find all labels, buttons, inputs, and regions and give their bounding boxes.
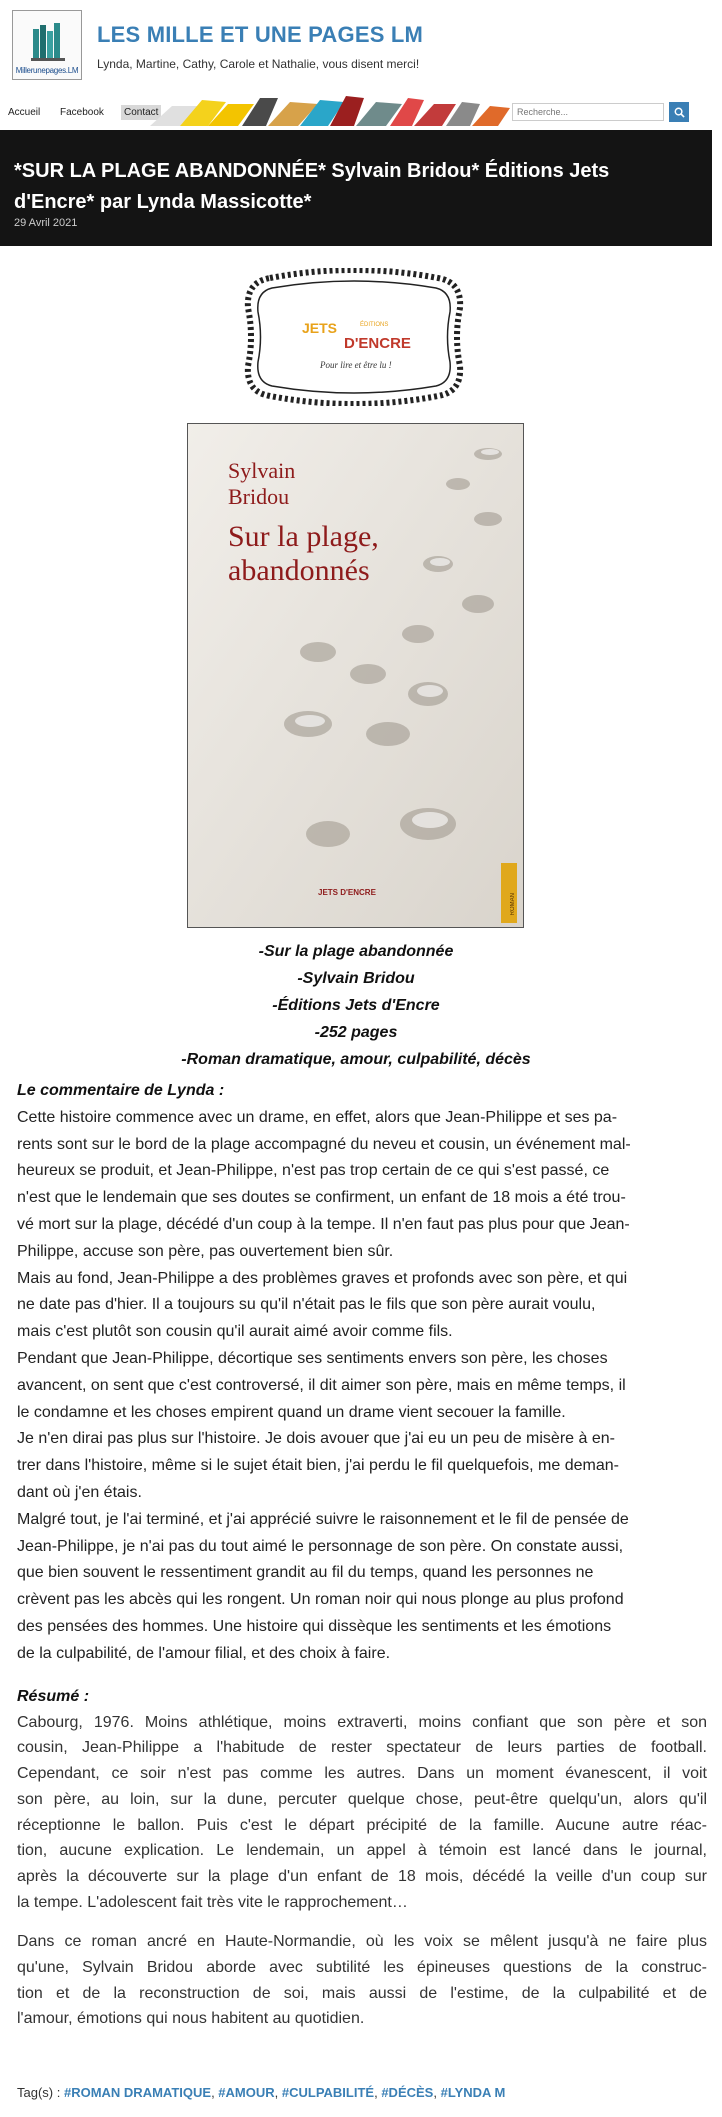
tag-link-deces[interactable]: #DÉCÈS xyxy=(381,2085,434,2100)
book-info xyxy=(0,938,712,1073)
site-header xyxy=(0,0,712,98)
site-title[interactable]: LES MILLE ET UNE PAGES LM xyxy=(97,22,424,47)
post-title-line1: *SUR LA PLAGE ABANDONNÉE* Sylvain Bridou* Éditions Jets xyxy=(14,160,610,182)
logo-slogan: Pour lire et être lu ! xyxy=(320,360,392,370)
search-input[interactable] xyxy=(512,103,664,121)
nav-item-accueil[interactable]: Accueil xyxy=(8,107,41,118)
summary-line: qu'une, Sylvain Bridou aborde avec subtilité les épineuses questions de la construc- xyxy=(17,1959,707,1977)
commentary-line: des pensées des hommes. Une histoire qui dissèque les sentiments et les émotions xyxy=(17,1617,612,1635)
tags-label: Tag(s) : xyxy=(17,2085,61,2100)
summary-line: réceptionne le ballon. Puis c'est le départ précipité de la famille. Aucune autre réac- xyxy=(17,1816,707,1834)
site-tagline: Lynda, Martine, Cathy, Carole et Nathalie, vous disent merci! xyxy=(97,57,420,71)
commentary-line: mais c'est plutôt son cousin qu'il aurait aimé avoir comme fils. xyxy=(17,1323,453,1341)
logo-caption: Millerunepages.LM xyxy=(15,66,79,75)
cover-title-line2: abandonnés xyxy=(228,554,370,587)
summary-line: tion, aucune explication. Le lendemain, un appel à témoin est lancé dans le journal, xyxy=(17,1842,707,1860)
book-info-author: -Sylvain Bridou xyxy=(297,970,415,987)
cover-author-line1: Sylvain xyxy=(228,458,296,483)
commentary-line: le condamne et les choses empirent quand un drame vient secouer la famille. xyxy=(17,1403,566,1421)
cover-publisher-mark: JETS D'ENCRE xyxy=(318,888,376,897)
summary-line: tion et de la reconstruction de soi, mais aussi de l'estime, de la culpabilité et de xyxy=(17,1984,707,2002)
summary-line: cousin, Jean-Philippe a l'habitude de rester spectateur de leurs parties de football. xyxy=(17,1739,707,1757)
site-logo[interactable] xyxy=(12,10,82,80)
commentary-line: dant où j'en étais. xyxy=(17,1483,142,1501)
commentary-line: Mais au fond, Jean-Philippe a des problèmes graves et profonds avec son père, et qui xyxy=(17,1269,628,1287)
commentary-line: que bien souvent le ressentiment grandit au fil du temps, quand les personnes ne xyxy=(17,1564,594,1582)
commentary-heading: Le commentaire de Lynda : xyxy=(17,1082,225,1099)
commentary-line: vé mort sur la plage, décédé d'un coup à la tempe. Il n'en faut pas plus pour que Jean- xyxy=(17,1215,630,1233)
cover-title xyxy=(228,520,379,588)
cover-genre-label: ROMAN xyxy=(510,892,516,915)
summary-section xyxy=(17,1684,707,2032)
post-title-line2: d'Encre* par Lynda Massicotte* xyxy=(14,191,312,213)
summary-line: l'amour, émotions qui nous habitent au quotidien. xyxy=(17,2010,365,2028)
commentary-line: Philippe, accuse son père, pas ouvertement bien sûr. xyxy=(17,1242,394,1260)
book-cover-image xyxy=(187,423,524,928)
publisher-logo xyxy=(240,268,468,406)
summary-line: après la découverte sur la plage d'un enfant de 18 mois, décédé la veille d'un coup sur xyxy=(17,1867,707,1885)
book-stack-icon xyxy=(31,21,65,61)
commentary-line: Jean-Philippe, je n'ai pas du tout aimé le personnage de son père. On constate aussi, xyxy=(17,1537,624,1555)
logo-dencre: D'ENCRE xyxy=(344,335,411,352)
commentary-line: crèvent pas les abcès qui les rongent. Un roman noir qui nous plonge au plus profond xyxy=(17,1591,624,1609)
book-info-title: -Sur la plage abandonnée xyxy=(258,943,454,960)
summary-line: son père, au loin, sur la dune, percuter quelque chose, peut-être quelqu'un, alors qu'il xyxy=(17,1790,707,1808)
commentary-line: Malgré tout, je l'ai terminé, et j'ai apprécié suivre le raisonnement et le fil de pensée de xyxy=(17,1510,629,1528)
commentary-line: de la culpabilité, de l'amour filial, et des choix à faire. xyxy=(17,1644,391,1662)
summary-line: Dans ce roman ancré en Haute-Normandie, où les voix se mêlent jusqu'à ne faire plus xyxy=(17,1933,707,1951)
post-tags: Tag(s) : #ROMAN DRAMATIQUE, #AMOUR, #CULPABILITÉ, #DÉCÈS, #LYNDA M xyxy=(17,2085,506,2100)
post-date: 29 Avril 2021 xyxy=(14,217,78,229)
nav-item-contact[interactable]: Contact xyxy=(121,105,161,120)
logo-jets: JETS xyxy=(302,320,338,336)
commentary-line: ne date pas d'hier. Il a toujours su qu'il n'était pas le fils que son père aurait voulu, xyxy=(17,1296,596,1314)
book-info-genre: -Roman dramatique, amour, culpabilité, décès xyxy=(181,1051,531,1068)
cover-author-line2: Bridou xyxy=(228,484,290,509)
commentary-line: Pendant que Jean-Philippe, décortique ses sentiments envers son père, les choses xyxy=(17,1349,608,1367)
commentary-line: Cette histoire commence avec un drame, en effet, alors que Jean-Philippe et ses pa- xyxy=(17,1108,618,1126)
search-button[interactable] xyxy=(669,102,689,122)
commentary-line: heureux se produit, et Jean-Philippe, n'est pas trop certain de ce qui s'est passé, ce xyxy=(17,1162,610,1180)
summary-line: Cependant, ce soir n'est pas comme les autres. Dans un moment évanescent, il voit xyxy=(17,1765,707,1783)
book-info-pages: -252 pages xyxy=(314,1024,398,1041)
logo-editions: ÉDITIONS xyxy=(360,322,389,328)
summary-line: la tempe. L'adolescent fait très vite le rapprochement… xyxy=(17,1893,408,1911)
tag-link-lynda-m[interactable]: #LYNDA M xyxy=(440,2085,506,2100)
nav-item-facebook[interactable]: Facebook xyxy=(60,107,104,118)
commentary-line: n'est que le lendemain que ses doutes se confirment, un enfant de 18 mois a été trou- xyxy=(17,1189,626,1207)
cover-author xyxy=(228,458,295,510)
commentary-line: Je n'en dirai pas plus sur l'histoire. Je dois avouer que j'ai eu un peu de misère à en- xyxy=(17,1430,615,1448)
books-banner-image xyxy=(150,92,510,126)
search-icon xyxy=(674,107,685,118)
summary-line: Cabourg, 1976. Moins athlétique, moins extraverti, moins confiant que son père et son xyxy=(17,1713,707,1731)
commentary-line: rents sont sur le bord de la plage accompagné du neveu et cousin, un événement mal- xyxy=(17,1135,631,1153)
tag-link-roman-dramatique[interactable]: #ROMAN DRAMATIQUE xyxy=(63,2085,212,2100)
commentary-section xyxy=(17,1078,707,1668)
cover-title-line1: Sur la plage, xyxy=(228,520,379,553)
tag-link-amour[interactable]: #AMOUR xyxy=(218,2085,275,2100)
commentary-line: trer dans l'histoire, même si le sujet était bien, j'ai perdu le fil quelquefois, me deman- xyxy=(17,1457,619,1475)
tag-link-culpabilite[interactable]: #CULPABILITÉ xyxy=(281,2085,375,2100)
commentary-line: avancent, on sent que c'est controversé, il dit aimer son père, mais en même temps, il xyxy=(17,1376,626,1394)
book-info-publisher: -Éditions Jets d'Encre xyxy=(272,997,440,1014)
post-title[interactable] xyxy=(14,156,674,218)
post-header xyxy=(0,130,712,246)
summary-heading: Résumé : xyxy=(17,1688,90,1705)
